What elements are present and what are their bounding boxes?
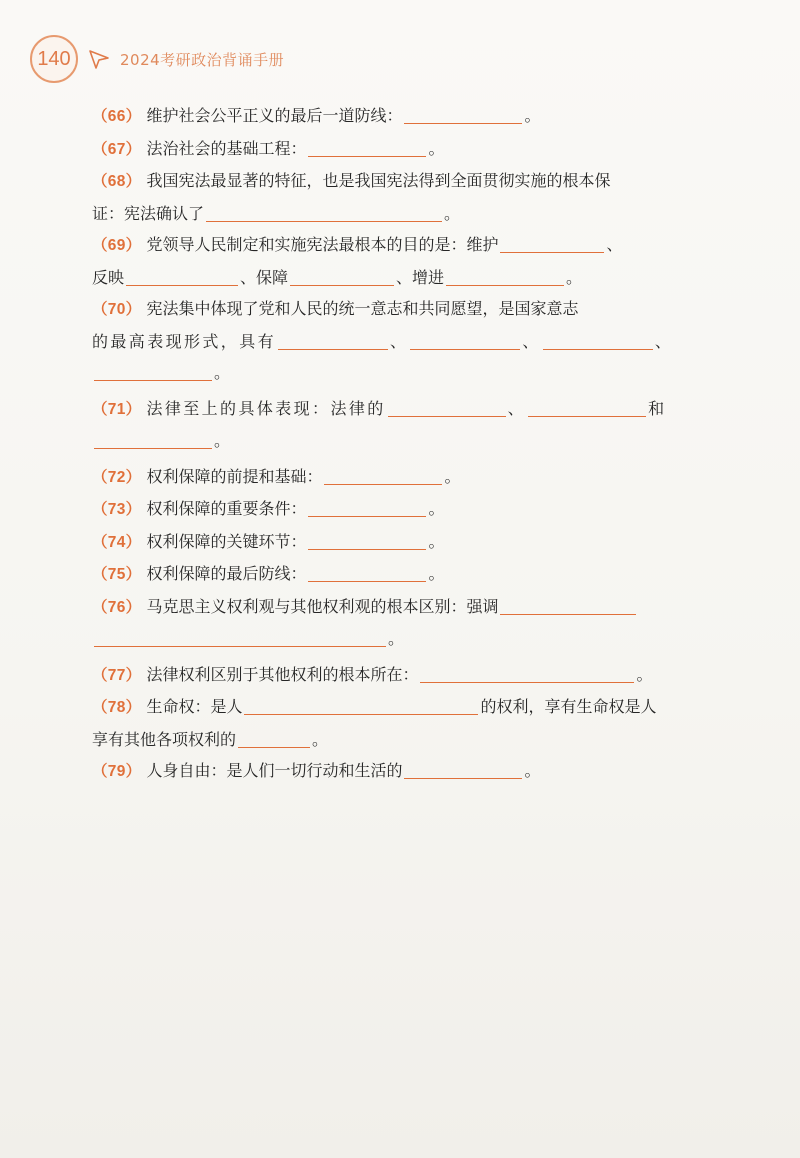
answer-blank[interactable] bbox=[420, 664, 634, 683]
answer-blank[interactable] bbox=[324, 466, 442, 485]
answer-blank[interactable] bbox=[308, 531, 426, 550]
question-text: 的权利，享有生命权是人 bbox=[480, 697, 657, 716]
question-68-line-2 bbox=[92, 198, 732, 230]
question-text: 人身自由：是人们一切行动和生活的 bbox=[146, 761, 403, 780]
answer-blank[interactable] bbox=[308, 498, 426, 517]
question-text: 党领导人民制定和实施宪法最根本的目的是：维护 bbox=[146, 235, 499, 254]
question-text: 我国宪法最显著的特征，也是我国宪法得到全面贯彻实施的根本保 bbox=[146, 171, 611, 190]
question-66 bbox=[92, 100, 732, 133]
punctuation: 。 bbox=[444, 203, 461, 223]
question-text: 维护社会公平正义的最后一道防线： bbox=[146, 106, 403, 125]
question-70-line-2 bbox=[92, 326, 732, 358]
question-number: （69） bbox=[92, 237, 142, 254]
answer-blank[interactable] bbox=[404, 760, 522, 779]
punctuation: 、 bbox=[654, 331, 674, 351]
question-number: （73） bbox=[92, 501, 142, 518]
answer-blank[interactable] bbox=[543, 331, 653, 350]
punctuation: 。 bbox=[444, 466, 461, 486]
question-75 bbox=[92, 558, 732, 591]
punctuation: 、 bbox=[522, 331, 541, 351]
question-76-line-1 bbox=[92, 591, 732, 624]
answer-blank[interactable] bbox=[290, 267, 394, 286]
punctuation: 。 bbox=[312, 729, 329, 749]
question-number: （75） bbox=[92, 566, 142, 583]
punctuation: 。 bbox=[524, 761, 541, 780]
punctuation: 。 bbox=[566, 267, 583, 287]
question-text: 权利保障的前提和基础： bbox=[146, 466, 323, 486]
answer-blank[interactable] bbox=[126, 267, 238, 286]
punctuation: 。 bbox=[388, 629, 405, 648]
question-69-line-2 bbox=[92, 262, 732, 294]
punctuation: 。 bbox=[636, 664, 653, 684]
question-68-line-1 bbox=[92, 165, 732, 198]
answer-blank[interactable] bbox=[278, 331, 388, 350]
answer-blank[interactable] bbox=[94, 430, 212, 449]
punctuation: 、 bbox=[606, 235, 623, 254]
question-76-line-2 bbox=[92, 623, 732, 655]
question-number: （66） bbox=[92, 108, 142, 125]
question-number: （72） bbox=[92, 468, 142, 486]
punctuation: 。 bbox=[428, 499, 445, 518]
page-header bbox=[30, 34, 284, 84]
question-text: 法律权利区别于其他权利的根本所在： bbox=[146, 664, 419, 684]
punctuation: 。 bbox=[214, 431, 231, 450]
answer-blank[interactable] bbox=[500, 596, 636, 615]
question-list bbox=[92, 100, 732, 788]
punctuation: 。 bbox=[428, 138, 445, 158]
answer-blank[interactable] bbox=[404, 105, 522, 124]
question-70-line-3 bbox=[92, 357, 732, 389]
answer-blank[interactable] bbox=[308, 138, 426, 157]
answer-blank[interactable] bbox=[238, 729, 310, 748]
question-number: （70） bbox=[92, 301, 142, 318]
question-text: 权利保障的最后防线： bbox=[146, 564, 307, 583]
question-72 bbox=[92, 461, 732, 494]
question-71-line-1 bbox=[92, 393, 732, 426]
question-79 bbox=[92, 755, 732, 788]
question-78-line-1 bbox=[92, 691, 732, 724]
question-number: （79） bbox=[92, 763, 142, 780]
question-77 bbox=[92, 659, 732, 692]
answer-blank[interactable] bbox=[308, 563, 426, 582]
punctuation: 。 bbox=[214, 363, 231, 382]
punctuation: 、 bbox=[507, 398, 527, 418]
question-text: 法律至上的具体表现：法律的 bbox=[146, 398, 386, 418]
page-number: 140 bbox=[30, 35, 78, 83]
question-74 bbox=[92, 526, 732, 559]
question-text: 享有其他各项权利的 bbox=[92, 729, 237, 749]
question-70-line-1 bbox=[92, 293, 732, 326]
punctuation: 。 bbox=[428, 531, 445, 551]
question-78-line-2 bbox=[92, 724, 732, 756]
question-73 bbox=[92, 493, 732, 526]
question-number: （67） bbox=[92, 140, 142, 158]
question-text: 的最高表现形式，具有 bbox=[92, 331, 277, 351]
question-number: （76） bbox=[92, 598, 142, 616]
answer-blank[interactable] bbox=[94, 362, 212, 381]
answer-blank[interactable] bbox=[388, 398, 506, 417]
answer-blank[interactable] bbox=[94, 628, 386, 647]
answer-blank[interactable] bbox=[446, 267, 564, 286]
question-text: 、保障 bbox=[240, 267, 289, 287]
question-number: （68） bbox=[92, 173, 142, 190]
answer-blank[interactable] bbox=[528, 398, 646, 417]
question-text: 法治社会的基础工程： bbox=[146, 138, 307, 158]
book-title: 2024考研政治背诵手册 bbox=[120, 50, 285, 69]
answer-blank[interactable] bbox=[500, 234, 604, 253]
question-text: 证：宪法确认了 bbox=[92, 203, 205, 223]
punctuation: 、 bbox=[390, 331, 409, 351]
question-text: 生命权：是人 bbox=[146, 697, 243, 716]
answer-blank[interactable] bbox=[410, 331, 520, 350]
question-text: 马克思主义权利观与其他权利观的根本区别：强调 bbox=[146, 596, 499, 616]
question-text: 、增进 bbox=[396, 267, 445, 287]
punctuation: 。 bbox=[524, 106, 541, 125]
question-number: （78） bbox=[92, 699, 142, 716]
question-67 bbox=[92, 133, 732, 166]
question-69-line-1 bbox=[92, 229, 732, 262]
answer-blank[interactable] bbox=[206, 203, 442, 222]
paper-plane-icon bbox=[88, 47, 112, 71]
question-text: 反映 bbox=[92, 267, 125, 287]
answer-blank[interactable] bbox=[244, 696, 478, 715]
question-text: 权利保障的重要条件： bbox=[146, 499, 307, 518]
punctuation: 。 bbox=[428, 564, 445, 583]
question-number: （77） bbox=[92, 666, 142, 684]
question-text: 宪法集中体现了党和人民的统一意志和共同愿望，是国家意志 bbox=[146, 299, 579, 318]
question-text: 和 bbox=[648, 398, 667, 418]
question-71-line-2 bbox=[92, 425, 732, 457]
question-text: 权利保障的关键环节： bbox=[146, 531, 307, 551]
question-number: （71） bbox=[92, 400, 142, 418]
question-number: （74） bbox=[92, 533, 142, 551]
